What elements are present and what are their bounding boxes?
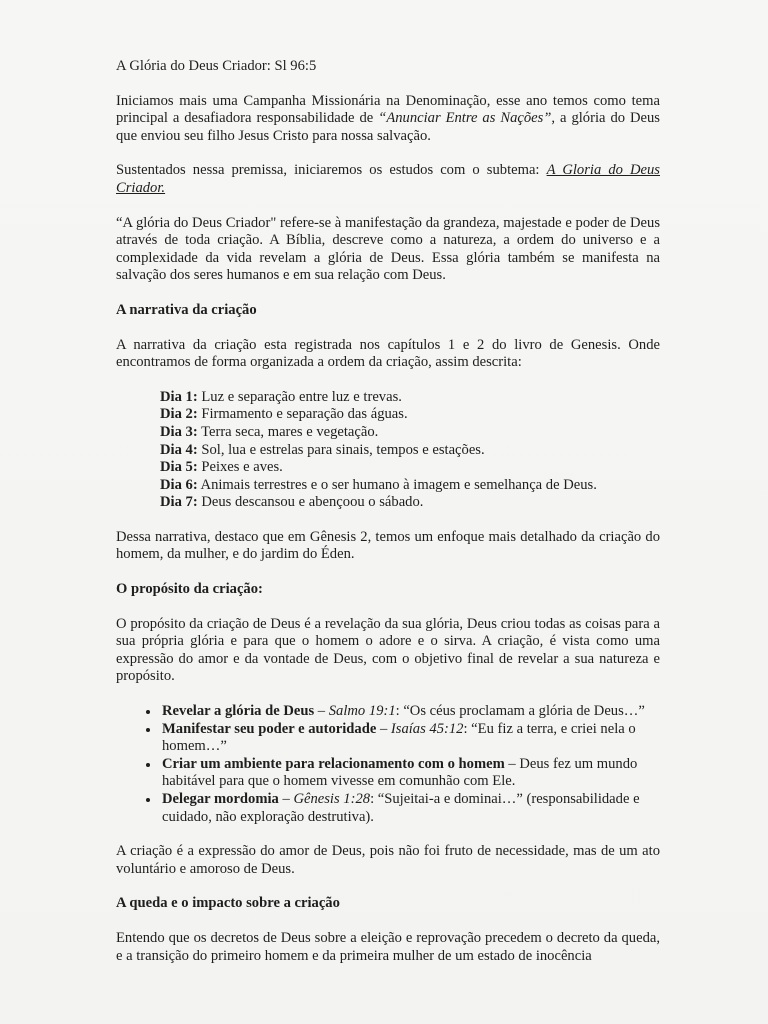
- day-text: Peixes e aves.: [197, 459, 283, 476]
- paragraph-decrees: Entendo que os decretos de Deus sobre a eleição e reprovação precedem o decreto da queda, e a transição do primeiro homem e da primeira mulher de um estado de inocência: [116, 929, 660, 964]
- list-item: [160, 494, 660, 512]
- paragraph-love: A criação é a expressão do amor de Deus, pois não foi fruto de necessidade, mas de um ato voluntário e amoroso de Deus.: [116, 843, 660, 877]
- list-item: [160, 721, 660, 756]
- bullet-text: : “Eu fiz a terra, e criei nela o homem…”: [162, 720, 636, 755]
- bullet-title: Criar um ambiente para relacionamento com o homem: [162, 755, 505, 772]
- day-label: Dia 7:: [160, 494, 198, 511]
- paragraph-purpose: O propósito da criação de Deus é a revelação da sua glória, Deus criou todas as coisas para a sua própria glória e para que o homem o adore e o sirva. A criação, é vista como uma expressão do amor e da vontade de Deus, com o objetivo final de revelar a sua natureza e propósito.: [116, 615, 660, 685]
- day-label: Dia 2:: [160, 406, 198, 423]
- heading-fall: A queda e o impacto sobre a criação: [116, 895, 340, 912]
- paragraph-narrative: A narrativa da criação esta registrada nos capítulos 1 e 2 do livro de Genesis. Onde encontramos de forma organizada a ordem da criação, assim descrita:: [116, 336, 660, 371]
- paragraph-intro: [116, 93, 660, 146]
- document-title: A Glória do Deus Criador: Sl 96:5: [116, 58, 317, 74]
- paragraph-glory: “A glória do Deus Criador" refere-se à manifestação da grandeza, majestade e poder de Deus através de toda criação. A Bíblia, descreve como a natureza, a ordem do universo e a complexidade da vida revelam a glória de Deus. Essa glória também se manifesta na salvação dos seres humanos e em sua relação com Deus.: [116, 214, 660, 284]
- bullet-title: Manifestar seu poder e autoridade: [162, 720, 377, 737]
- scripture-ref: Salmo 19:1: [328, 703, 396, 720]
- dash-separator: –: [314, 703, 329, 720]
- bullet-text: Deus fez um mundo habitável para que o homem vivesse em comunhão com Ele.: [162, 755, 638, 790]
- day-label: Dia 5:: [160, 459, 198, 476]
- day-label: Dia 4:: [160, 441, 198, 458]
- day-text: Luz e separação entre luz e trevas.: [197, 388, 402, 405]
- paragraph-text: , a glória do Deus que enviou seu filho Jesus Cristo para nossa salvação.: [116, 110, 660, 144]
- dash-separator: –: [278, 791, 294, 807]
- list-item: [160, 477, 660, 495]
- day-text: Animais terrestres e o ser humano à imagem e semelhança de Deus.: [197, 476, 597, 493]
- heading-purpose: O propósito da criação:: [116, 581, 263, 598]
- scripture-ref: Gênesis 1:28: [293, 791, 371, 807]
- day-text: Deus descansou e abençoou o sábado.: [197, 494, 424, 511]
- scripture-ref: Isaías 45:12: [390, 720, 464, 737]
- list-item: [160, 389, 660, 407]
- list-item: [160, 459, 660, 477]
- day-text: Firmamento e separação das águas.: [197, 406, 408, 423]
- day-label: Dia 6:: [160, 476, 198, 493]
- paragraph-genesis-2: Dessa narrativa, destaco que em Gênesis 2, temos um enfoque mais detalhado da criação do homem, da mulher, e do jardim do Éden.: [116, 528, 660, 563]
- creation-days-list: [160, 389, 660, 512]
- day-label: Dia 3:: [160, 423, 198, 440]
- dash-separator: –: [504, 755, 520, 772]
- heading-narrative: A narrativa da criação: [116, 301, 257, 318]
- day-text: Sol, lua e estrelas para sinais, tempos e estações.: [197, 441, 485, 458]
- campaign-theme: “Anunciar Entre as Nações”: [378, 110, 552, 127]
- list-item: [160, 406, 660, 424]
- subtheme-title: A Gloria do Deus Criador.: [116, 162, 660, 196]
- bullet-title: Delegar mordomia: [162, 791, 279, 807]
- list-item: [160, 424, 660, 442]
- day-text: Terra seca, mares e vegetação.: [197, 423, 379, 440]
- bullet-text: : “Sujeitai-a e dominai…” (responsabilidade e cuidado, não exploração destrutiva).: [162, 791, 640, 825]
- paragraph-text: Iniciamos mais uma Campanha Missionária na Denominação, esse ano temos como tema principal a desafiadora responsabilidade de: [116, 92, 660, 127]
- list-item: [160, 703, 660, 721]
- paragraph-subtheme: [116, 162, 660, 197]
- bullet-text: : “Os céus proclamam a glória de Deus…”: [395, 703, 645, 720]
- list-item: [160, 756, 660, 791]
- list-item: [160, 791, 660, 826]
- list-item: [160, 442, 660, 460]
- paragraph-text: Sustentados nessa premissa, iniciaremos os estudos com o subtema:: [116, 162, 547, 179]
- purpose-bullet-list: [116, 703, 660, 826]
- document-body: [116, 58, 660, 982]
- day-label: Dia 1:: [160, 388, 198, 405]
- dash-separator: –: [376, 720, 391, 737]
- bullet-title: Revelar a glória de Deus: [162, 703, 315, 720]
